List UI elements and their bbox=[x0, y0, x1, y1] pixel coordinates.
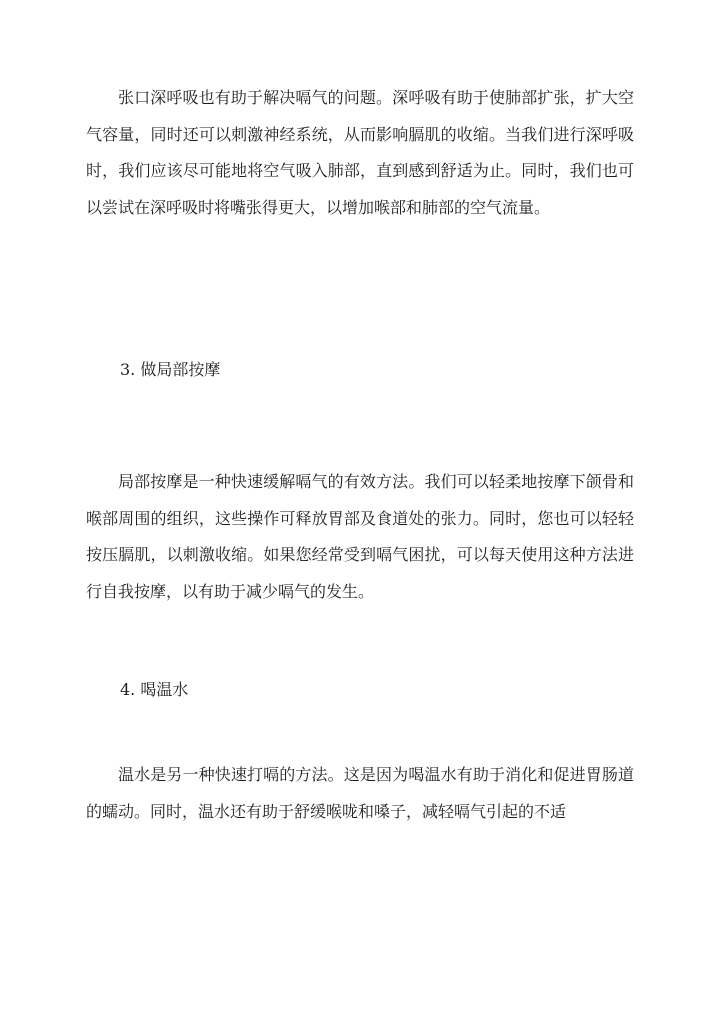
section-heading-warm-water: 4. 喝温水 bbox=[120, 680, 189, 699]
paragraph-massage: 局部按摩是一种快速缓解嗝气的有效方法。我们可以轻柔地按摩下颌骨和喉部周围的组织，这些操作可释放胃部及食道处的张力。同时，您也可以轻轻按压膈肌，以刺激收缩。如果您经常受到嗝气困扰，可以每天使用这种方法进行自我按摩，以有助于减少嗝气的发生。 bbox=[86, 472, 634, 601]
paragraph-warm-water: 温水是另一种快速打嗝的方法。这是因为喝温水有助于消化和促进胃肠道的蠕动。同时，温水还有助于舒缓喉咙和嗓子，减轻嗝气引起的不适 bbox=[86, 765, 634, 821]
section-heading-massage: 3. 做局部按摩 bbox=[120, 360, 221, 379]
paragraph-deep-breathing: 张口深呼吸也有助于解决嗝气的问题。深呼吸有助于使肺部扩张，扩大空气容量，同时还可以刺激神经系统，从而影响膈肌的收缩。当我们进行深呼吸时，我们应该尽可能地将空气吸入肺部，直到感到舒适为止。同时，我们也可以尝试在深呼吸时将嘴张得更大，以增加喉部和肺部的空气流量。 bbox=[86, 88, 634, 217]
